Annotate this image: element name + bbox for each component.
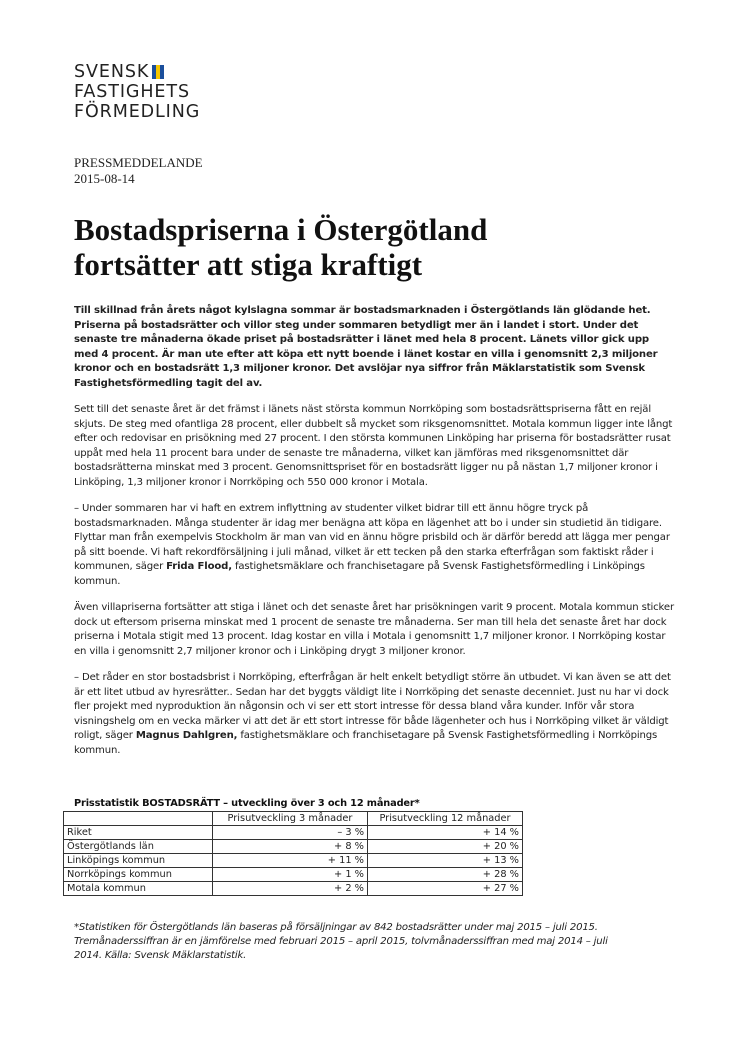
headline (74, 212, 674, 282)
change-12m-cell: + 13 % (368, 854, 523, 868)
swedish-flag-icon (152, 65, 164, 79)
region-cell: Riket (64, 826, 213, 840)
paragraph-1: Sett till det senaste året är det främst i länets näst största kommun Norrköping som bostadsrättspriserna fått en rejäl skjuts. De steg med ofantliga 28 procent, eller dubbelt så mycket som riksgenomsnittet. Motala kommun ligger inte långt efter och redovisar en prisökning med 27 procent. I den största kommunen Linköping har priserna för bostadsrätter rusat uppåt med hela 11 procent bara under de senaste tre månaderna, vilket kan jämföras med riksgenomsnittet där bostadsrätterna minskat med 3 procent. Genomsnittspriset för en bostadsrätt ligger nu på nästan 1,7 miljoner kronor i Linköping, 1,3 miljoner kronor i Norrköping och 550 000 kronor i Motala. (74, 404, 673, 488)
quote-attribution: fastighetsmäklare och franchisetagare på Svensk Fastighetsförmedling i Norrköpings kommun. (74, 730, 658, 756)
table-row (64, 840, 523, 854)
headline-line-2: fortsätter att stiga kraftigt (74, 247, 423, 282)
change-3m-cell: + 1 % (213, 868, 368, 882)
lead-paragraph: Till skillnad från årets något kylslagna sommar är bostadsmarknaden i Östergötlands län glödande het. Priserna på bostadsrätter och villor steg under sommaren betydligt mer än i landet i stort. Under det senaste tre månaderna ökade priset på bostadsrätter i länet med hela 8 procent. Länets villor gick upp med 4 procent. Är man ute efter att köpa ett nytt boende i länet kostar en villa i genomsnitt 2,3 miljoner kronor och en bostadsrätt 1,3 miljoner kronor. Det avslöjar nya siffror från Mäklarstatistik som Svensk Fastighetsförmedling tagit del av. (74, 305, 658, 389)
table-row (64, 826, 523, 840)
price-statistics-table (63, 811, 523, 896)
table-header-cell: Prisutveckling 3 månader (213, 812, 368, 826)
paragraph-4 (74, 671, 674, 758)
headline-line-1: Bostadspriserna i Östergötland (74, 212, 488, 247)
logo-line-2: FASTIGHETS (74, 82, 190, 102)
change-12m-cell: + 28 % (368, 868, 523, 882)
quoted-person-name: Magnus Dahlgren, (135, 730, 238, 741)
table-row (64, 868, 523, 882)
quoted-person-name: Frida Flood, (166, 561, 232, 572)
table-title: Prisstatistik BOSTADSRÄTT – utveckling över 3 och 12 månader* (74, 798, 420, 809)
paragraph-2 (74, 502, 674, 589)
change-3m-cell: + 2 % (213, 882, 368, 896)
region-cell: Norrköpings kommun (64, 868, 213, 882)
quote-text: – Under sommaren har vi haft en extrem inflyttning av studenter vilket bidrar till ett ännu högre tryck på bostadsmarknaden. Många studenter är idag mer benägna att köpa en lägenhet att bo i under sin studietid än tidigare. Flyttar man från exempelvis Stockholm är man van vid en ännu högre prisbild och är därför beredd att lägga mer pengar på sitt boende. Vi haft rekordförsäljning i juli månad, vilket är ett tecken på den starka efterfrågan som faktiskt råder i kommunen, säger (74, 503, 670, 572)
change-12m-cell: + 20 % (368, 840, 523, 854)
table-header-cell: Prisutveckling 12 månader (368, 812, 523, 826)
footnote-line: 2014. Källa: Svensk Mäklarstatistik. (74, 950, 247, 961)
release-date: 2015-08-14 (74, 171, 135, 186)
table-row (64, 882, 523, 896)
table-footnote (74, 921, 674, 963)
change-3m-cell: – 3 % (213, 826, 368, 840)
quote-text: – Det råder en stor bostadsbrist i Norrköping, efterfrågan är helt enkelt betydligt större än utbudet. Vi kan även se att det är ett litet utbud av hyresrätter.. Sedan har det byggts väldigt lite i Norrköping det senaste decenniet. Just nu har vi dock fler projekt med nyproduktion än någonsin och vi ser ett stort intresse för dessa bland våra kunder. Inför vår stora visningshelg om en vecka märker vi att det är ett stort intresse för både lägenheter och hus i Norrköping vilket är väldigt roligt, säger (74, 672, 671, 741)
footnote-line: *Statistiken för Östergötlands län baseras på försäljningar av 842 bostadsrätter under maj 2015 – juli 2015. (74, 922, 598, 933)
paragraph-3: Även villapriserna fortsätter att stiga i länet och det senaste året har prisökningen varit 9 procent. Motala kommun sticker dock ut eftersom priserna minskat med 1 procent de senaste tre månaderna. Ser man till hela det senaste året har dock priserna i Motala stigit med 13 procent. Idag kostar en villa i Motala i genomsnitt 1,7 miljoner kronor. I Norrköping kostar en villa i genomsnitt 2,7 miljoner kronor och i Linköping drygt 3 miljoner kronor. (74, 602, 674, 657)
logo-line-1: SVENSK (74, 62, 150, 82)
change-12m-cell: + 14 % (368, 826, 523, 840)
quote-attribution: fastighetsmäklare och franchisetagare på Svensk Fastighetsförmedling i Linköpings kommun. (74, 561, 645, 587)
region-cell: Motala kommun (64, 882, 213, 896)
company-logo (74, 62, 200, 122)
region-cell: Linköpings kommun (64, 854, 213, 868)
release-type: PRESSMEDDELANDE (74, 155, 203, 170)
article-body (74, 304, 674, 770)
table-row (64, 854, 523, 868)
logo-line-3: FÖRMEDLING (74, 102, 201, 122)
change-3m-cell: + 8 % (213, 840, 368, 854)
table-header-row (64, 812, 523, 826)
change-12m-cell: + 27 % (368, 882, 523, 896)
change-3m-cell: + 11 % (213, 854, 368, 868)
table-header-cell (64, 812, 213, 826)
release-meta (74, 155, 203, 187)
footnote-line: Tremånaderssiffran är en jämförelse med februari 2015 – april 2015, tolvmånaderssiffran med maj 2014 – juli (74, 936, 608, 947)
region-cell: Östergötlands län (64, 840, 213, 854)
